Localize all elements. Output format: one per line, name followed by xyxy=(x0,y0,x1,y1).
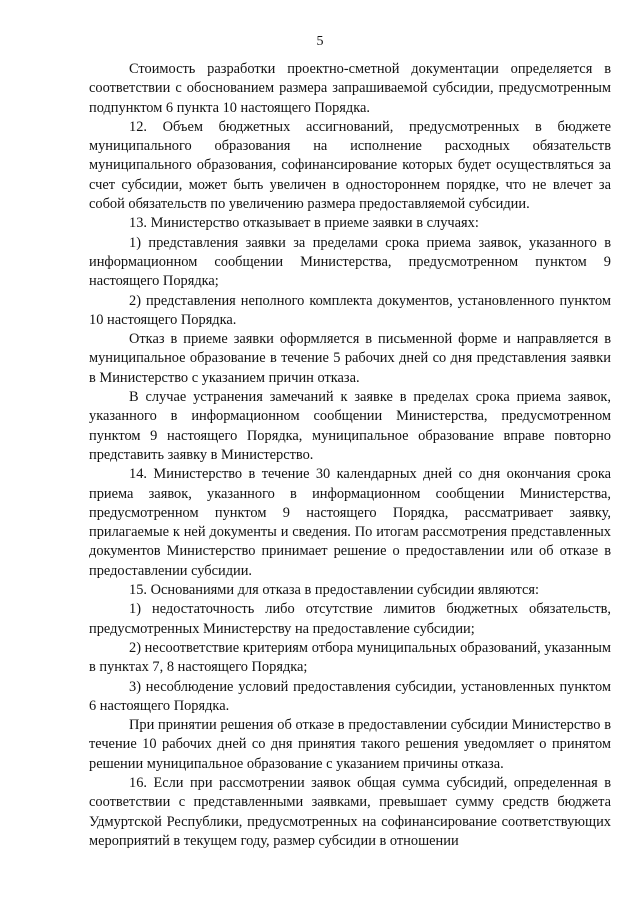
paragraph-12: 12. Объем бюджетных ассигнований, предусмотренных в бюджете муниципального образования на исполнение расходных обязательств муниципального образования, софинансирование которых будет осуществляться за счет субсидии, может быть увеличен в одностороннем порядке, что не влечет за собой обязательств по увеличению размера предоставляемой субсидии. xyxy=(89,118,611,213)
paragraph-15-item-1: 1) недостаточность либо отсутствие лимитов бюджетных обязательств, предусмотренных Министерству на предоставление субсидии; xyxy=(89,601,611,637)
paragraph-13-item-2: 2) представления неполного комплекта документов, установленного пунктом 10 настоящего Порядка. xyxy=(89,292,611,328)
paragraph-15: 15. Основаниями для отказа в предоставлении субсидии являются: xyxy=(129,582,539,599)
paragraph-15-item-2: 2) несоответствие критериям отбора муниципальных образований, указанным в пунктах 7, 8 настоящего Порядка; xyxy=(89,639,611,676)
page-number: 5 xyxy=(316,34,324,49)
paragraph-refusal-form: Отказ в приеме заявки оформляется в письменной форме и направляется в муниципальное образование в течение 5 рабочих дней со дня представления заявки в Министерство с указанием причин отказа. xyxy=(89,331,611,386)
paragraph-resubmission: В случае устранения замечаний к заявке в пределах срока приема заявок, указанного в информационном сообщении Министерства, предусмотренном пунктом 9 настоящего Порядка, муниципальное образование вправе повторно представить заявку в Министерство. xyxy=(89,389,611,463)
paragraph-15-item-3: 3) несоблюдение условий предоставления субсидии, установленных пунктом 6 настоящего Порядка. xyxy=(89,678,611,714)
document-body xyxy=(89,60,611,851)
paragraph-cost-definition: Стоимость разработки проектно-сметной документации определяется в соответствии с обоснованием размера запрашиваемой субсидии, предусмотренным подпунктом 6 пункта 10 настоящего Порядка. xyxy=(89,61,611,116)
paragraph-13-item-1: 1) представления заявки за пределами срока приема заявок, указанного в информационном сообщении Министерства, предусмотренном пунктом 9 настоящего Порядка; xyxy=(89,234,611,290)
paragraph-16: 16. Если при рассмотрении заявок общая сумма субсидий, определенная в соответствии с представленными заявками, превышает сумму средств бюджета Удмуртской Республики, предусмотренных на софинансирование соответствующих мероприятий в текущем году, размер субсидии в отношении xyxy=(89,774,611,849)
paragraph-13: 13. Министерство отказывает в приеме заявки в случаях: xyxy=(129,215,479,232)
paragraph-refusal-notice: При принятии решения об отказе в предоставлении субсидии Министерство в течение 10 рабочих дней со дня принятия такого решения уведомляет о принятом решении муниципальное образование с указанием причины отказа. xyxy=(89,717,611,772)
paragraph-14: 14. Министерство в течение 30 календарных дней со дня окончания срока приема заявок, указанного в информационном сообщении Министерства, предусмотренном пунктом 9 настоящего Порядка, рассматривает заявку, прилагаемые к ней документы и сведения. По итогам рассмотрения представленных документов Министерство принимает решение о предоставлении или об отказе в предоставлении субсидии. xyxy=(89,466,611,579)
